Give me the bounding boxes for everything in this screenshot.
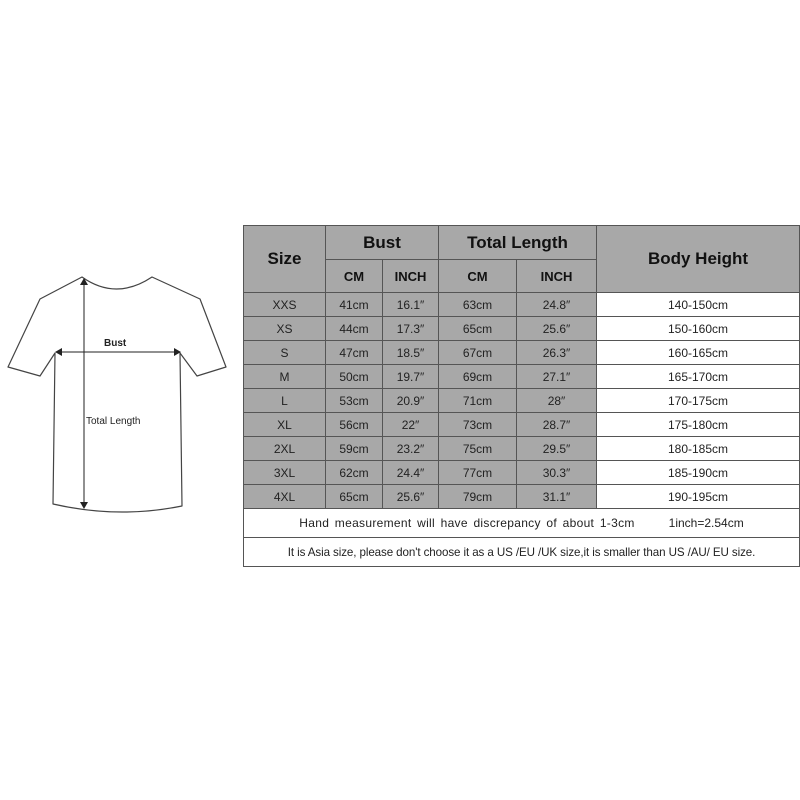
body-height-cell: 175-180cm <box>597 413 800 437</box>
length-cm-header: CM <box>439 260 517 293</box>
bust-inch-cell: 17.3″ <box>383 317 439 341</box>
length-cm-cell: 67cm <box>439 341 517 365</box>
size-cell: XL <box>244 413 326 437</box>
bust-inch-cell: 19.7″ <box>383 365 439 389</box>
table-row <box>244 293 800 317</box>
bust-inch-cell: 20.9″ <box>383 389 439 413</box>
body-height-cell: 170-175cm <box>597 389 800 413</box>
body-height-cell: 190-195cm <box>597 485 800 509</box>
length-inch-header: INCH <box>517 260 597 293</box>
body-height-cell: 185-190cm <box>597 461 800 485</box>
bust-cm-cell: 41cm <box>326 293 383 317</box>
size-cell: 4XL <box>244 485 326 509</box>
length-cm-cell: 71cm <box>439 389 517 413</box>
length-inch-cell: 31.1″ <box>517 485 597 509</box>
asia-size-note: It is Asia size, please don't choose it as a US /EU /UK size,it is smaller than US /AU/ EU size. <box>244 538 800 567</box>
bust-cm-cell: 50cm <box>326 365 383 389</box>
bust-header: Bust <box>326 226 439 260</box>
tshirt-diagram <box>0 265 240 525</box>
table-row <box>244 341 800 365</box>
body-height-cell: 150-160cm <box>597 317 800 341</box>
table-row <box>244 437 800 461</box>
size-cell: XXS <box>244 293 326 317</box>
length-inch-cell: 30.3″ <box>517 461 597 485</box>
length-cm-cell: 65cm <box>439 317 517 341</box>
bust-inch-cell: 18.5″ <box>383 341 439 365</box>
bust-inch-cell: 16.1″ <box>383 293 439 317</box>
table-row <box>244 365 800 389</box>
length-cm-cell: 77cm <box>439 461 517 485</box>
bust-cm-cell: 56cm <box>326 413 383 437</box>
body-height-cell: 160-165cm <box>597 341 800 365</box>
size-cell: S <box>244 341 326 365</box>
bust-inch-header: INCH <box>383 260 439 293</box>
bust-cm-cell: 59cm <box>326 437 383 461</box>
tshirt-outline <box>8 277 226 512</box>
table-row <box>244 413 800 437</box>
bust-inch-cell: 24.4″ <box>383 461 439 485</box>
table-row <box>244 389 800 413</box>
table-row <box>244 485 800 509</box>
body-height-cell: 165-170cm <box>597 365 800 389</box>
size-cell: XS <box>244 317 326 341</box>
length-cm-cell: 69cm <box>439 365 517 389</box>
inch-conversion: 1inch=2.54cm <box>668 516 744 530</box>
size-cell: 2XL <box>244 437 326 461</box>
size-header: Size <box>244 226 326 293</box>
length-inch-cell: 24.8″ <box>517 293 597 317</box>
length-cm-cell: 79cm <box>439 485 517 509</box>
length-inch-cell: 26.3″ <box>517 341 597 365</box>
size-chart-table <box>243 225 800 567</box>
bust-cm-cell: 47cm <box>326 341 383 365</box>
bust-cm-cell: 65cm <box>326 485 383 509</box>
total-length-header: Total Length <box>439 226 597 260</box>
measurement-note: Hand measurement will have discrepancy of about 1-3cm 1inch=2.54cm <box>244 509 800 538</box>
bust-inch-cell: 23.2″ <box>383 437 439 461</box>
bust-inch-cell: 22″ <box>383 413 439 437</box>
length-cm-cell: 63cm <box>439 293 517 317</box>
body-height-cell: 140-150cm <box>597 293 800 317</box>
bust-cm-cell: 44cm <box>326 317 383 341</box>
table-row <box>244 317 800 341</box>
table-row <box>244 461 800 485</box>
total-length-label: Total Length <box>86 416 141 427</box>
size-cell: L <box>244 389 326 413</box>
bust-inch-cell: 25.6″ <box>383 485 439 509</box>
bust-cm-header: CM <box>326 260 383 293</box>
length-inch-cell: 28.7″ <box>517 413 597 437</box>
length-cm-cell: 75cm <box>439 437 517 461</box>
length-inch-cell: 28″ <box>517 389 597 413</box>
body-height-cell: 180-185cm <box>597 437 800 461</box>
bust-cm-cell: 62cm <box>326 461 383 485</box>
size-cell: M <box>244 365 326 389</box>
length-cm-cell: 73cm <box>439 413 517 437</box>
size-cell: 3XL <box>244 461 326 485</box>
length-inch-cell: 25.6″ <box>517 317 597 341</box>
bust-label: Bust <box>104 338 127 349</box>
body-height-header: Body Height <box>597 226 800 293</box>
length-inch-cell: 27.1″ <box>517 365 597 389</box>
length-inch-cell: 29.5″ <box>517 437 597 461</box>
bust-cm-cell: 53cm <box>326 389 383 413</box>
